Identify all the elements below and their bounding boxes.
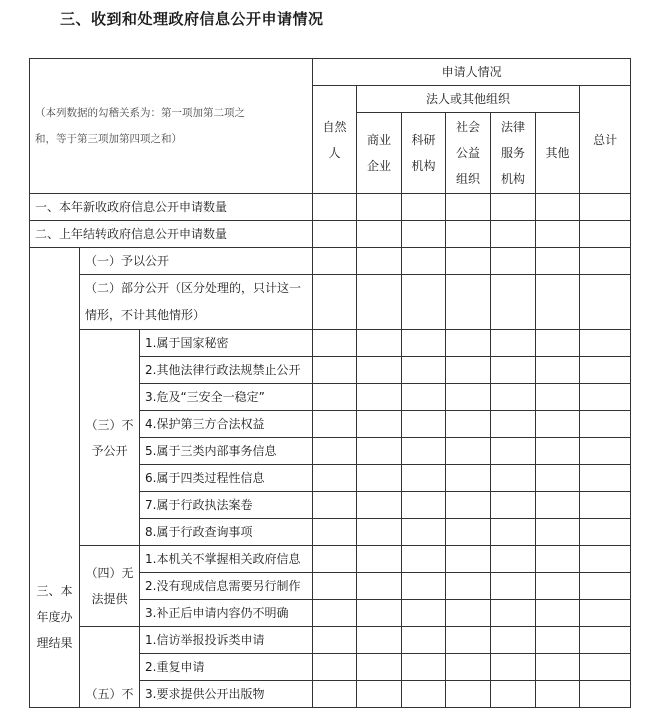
commercial-header <box>357 113 402 194</box>
row-label-partial <box>80 275 313 330</box>
table-note <box>30 59 313 194</box>
not-disclosed-item-1: 1.属于国家秘密 <box>140 330 313 357</box>
results-line-1: 三、本 <box>36 584 73 598</box>
not-disclosed-line-1: （三）不 <box>85 417 134 432</box>
cannot-provide-item-2: 2.没有现成信息需要另行制作 <box>140 573 313 600</box>
cannot-provide-line-1: （四）无 <box>85 566 134 580</box>
disclosure-table <box>29 58 631 708</box>
not-disclosed-item-2: 2.其他法律行政法规禁止公开 <box>140 357 313 384</box>
table-row <box>30 194 631 221</box>
page-title: 三、收到和处理政府信息公开申请情况 <box>60 10 324 28</box>
not-disclosed-item-3: 3.危及“三安全一稳定” <box>140 384 313 411</box>
social-line-3: 组织 <box>456 172 481 186</box>
row-label-new-requests: 一、本年新收政府信息公开申请数量 <box>30 194 313 221</box>
not-disclosed-item-6: 6.属于四类过程性信息 <box>140 465 313 492</box>
row-label-disclosed: （一）予以公开 <box>80 248 313 275</box>
not-disclosed-item-8: 8.属于行政查询事项 <box>140 519 313 546</box>
research-header <box>402 113 446 194</box>
cannot-provide-item-1: 1.本机关不掌握相关政府信息 <box>140 546 313 573</box>
not-disclosed-item-5: 5.属于三类内部事务信息 <box>140 438 313 465</box>
partial-line-2: 情形，不计其他情形） <box>85 308 206 322</box>
other-header: 其他 <box>536 113 580 194</box>
cannot-provide-line-2: 法提供 <box>91 592 128 606</box>
results-header <box>30 248 80 708</box>
total-header: 总计 <box>580 86 631 194</box>
table-row <box>30 275 631 330</box>
legal-service-line-3: 机构 <box>501 172 526 186</box>
results-line-3: 理结果 <box>36 636 73 650</box>
legal-service-line-2: 服务 <box>501 146 526 160</box>
table-row <box>30 546 631 573</box>
table-row <box>30 627 631 654</box>
cannot-provide-header <box>80 546 140 627</box>
cannot-provide-item-3: 3.补正后申请内容仍不明确 <box>140 600 313 627</box>
research-line-1: 科研 <box>411 133 436 147</box>
not-disclosed-item-7: 7.属于行政执法案卷 <box>140 492 313 519</box>
social-line-1: 社会 <box>456 120 481 134</box>
not-processed-item-2: 2.重复申请 <box>140 654 313 681</box>
table-row <box>30 330 631 357</box>
commercial-line-1: 商业 <box>367 133 392 147</box>
commercial-line-2: 企业 <box>367 159 392 173</box>
applicant-info-header: 申请人情况 <box>313 59 631 86</box>
table-row <box>30 248 631 275</box>
not-disclosed-item-4: 4.保护第三方合法权益 <box>140 411 313 438</box>
social-org-header <box>446 113 491 194</box>
natural-person-header <box>313 86 357 194</box>
natural-person-line-1: 自然 <box>322 119 347 134</box>
not-processed-item-1: 1.信访举报投诉类申请 <box>140 627 313 654</box>
note-line-2: 和，等于第三项加第四项之和） <box>35 133 182 145</box>
partial-line-1: （二）部分公开（区分处理的，只计这一 <box>85 281 302 295</box>
not-processed-item-3: 3.要求提供公开出版物 <box>140 681 313 708</box>
social-line-2: 公益 <box>456 146 481 160</box>
natural-person-line-2: 人 <box>328 145 341 160</box>
results-line-2: 年度办 <box>36 610 73 624</box>
not-disclosed-header <box>80 330 140 546</box>
not-processed-header: （五）不 <box>80 627 140 708</box>
row-label-carried-over: 二、上年结转政府信息公开申请数量 <box>30 221 313 248</box>
not-disclosed-line-2: 予公开 <box>91 443 128 458</box>
legal-service-line-1: 法律 <box>501 120 526 134</box>
research-line-2: 机构 <box>411 159 436 173</box>
note-line-1: （本列数据的勾稽关系为：第一项加第二项之 <box>35 107 245 119</box>
table-row <box>30 221 631 248</box>
legal-service-header <box>491 113 536 194</box>
legal-person-header: 法人或其他组织 <box>357 86 580 113</box>
